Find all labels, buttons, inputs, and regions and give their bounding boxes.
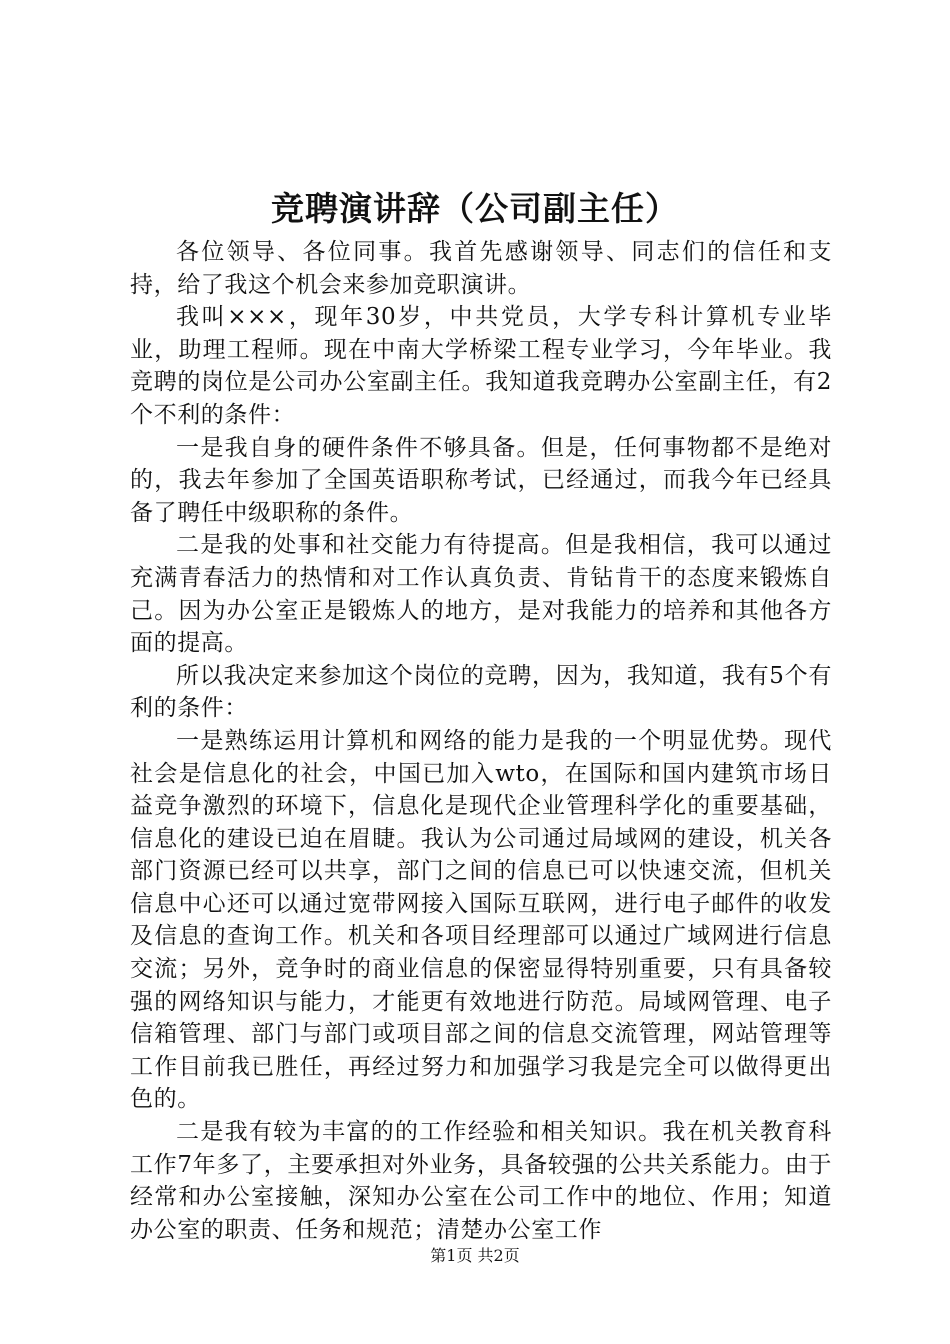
page-footer: 第1页 共2页 [430,1246,520,1265]
paragraph-disadvantage-one: 一是我自身的硬件条件不够具备。但是，任何事物都不是绝对的，我去年参加了全国英语职称考试，已经通过，而我今年已经具备了聘任中级职称的条件。 [130,434,832,526]
paragraph-decision: 所以我决定来参加这个岗位的竞聘，因为，我知道，我有5个有利的条件： [130,662,832,722]
paragraph-self-introduction: 我叫×××，现年30岁，中共党员，大学专科计算机专业毕业，助理工程师。现在中南大学桥梁工程专业学习，今年毕业。我竞聘的岗位是公司办公室副主任。我知道我竞聘办公室副主任，有2个不利的条件： [130,304,832,428]
document-title: 竞聘演讲辞（公司副主任） [271,189,679,228]
paragraph-disadvantage-two: 二是我的处事和社交能力有待提高。但是我相信，我可以通过充满青春活力的热情和对工作认真负责、肯钻肯干的态度来锻炼自己。因为办公室正是锻炼人的地方，是对我能力的培养和其他各方面的提高。 [130,532,832,657]
paragraph-advantage-one: 一是熟练运用计算机和网络的能力是我的一个明显优势。现代社会是信息化的社会，中国已加入wto，在国际和国内建筑市场日益竞争激烈的环境下，信息化是现代企业管理科学化的重要基础，信息化的建设已迫在眉睫。我认为公司通过局域网的建设，机关各部门资源已经可以共享，部门之间的信息已可以快速交流，但机关信息中心还可以通过宽带网接入国际互联网，进行电子邮件的收发及信息的查询工作。机关和各项目经理部可以通过广域网进行信息交流；另外，竞争时的商业信息的保密显得特别重要，只有具备较强的网络知识与能力，才能更有效地进行防范。局域网管理、电子信箱管理、部门与部门或项目部之间的信息交流管理，网站管理等工作目前我已胜任，再经过努力和加强学习我是完全可以做得更出色的。 [130,727,832,1113]
paragraph-advantage-two: 二是我有较为丰富的的工作经验和相关知识。我在机关教育科工作7年多了，主要承担对外业务，具备较强的公共关系能力。由于经常和办公室接触，深知办公室在公司工作中的地位、作用；知道办公室的职责、任务和规范；清楚办公室工作 [130,1119,832,1243]
document-body [130,236,832,1246]
paragraph-greeting: 各位领导、各位同事。我首先感谢领导、同志们的信任和支持，给了我这个机会来参加竞职演讲。 [130,239,832,298]
